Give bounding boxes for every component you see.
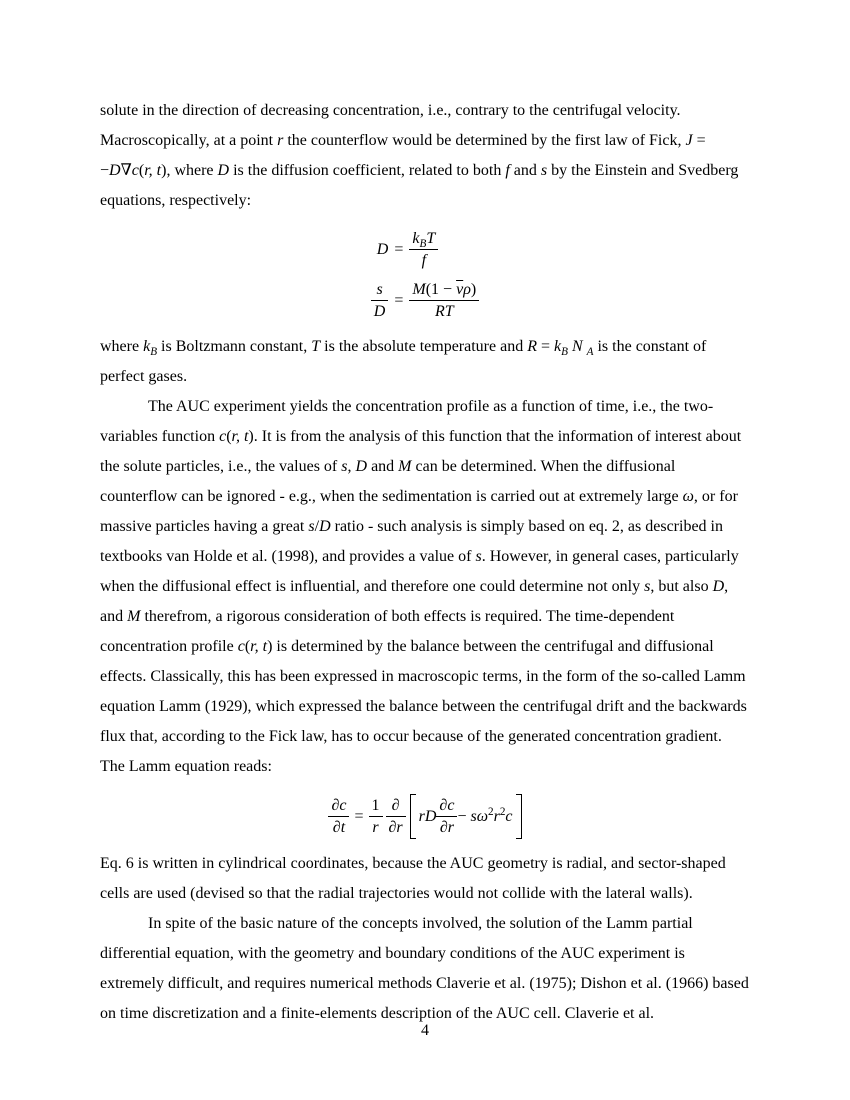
lamm-inner-pre: rD bbox=[418, 807, 437, 825]
fraction-denominator: ∂t bbox=[332, 819, 346, 836]
equation-block-einstein-svedberg bbox=[371, 224, 479, 326]
fraction-numerator: 1 bbox=[369, 796, 383, 817]
paragraph-intro-fick: solute in the direction of decreasing concentration, i.e., contrary to the centrifugal velocity. Macroscopically, at a point r the counterflow would be determined by the first law of Fick, J = −D∇c(r, t), where D is the diffusion coefficient, related to both f and s by the Einstein and Svedberg equations, respectively: bbox=[100, 102, 739, 209]
fraction-numerator: s bbox=[371, 280, 389, 301]
lamm-inner-post: − $s\omega^2r^2c$ bbox=[457, 805, 513, 825]
fraction bbox=[386, 796, 406, 837]
fraction-numerator: $k_BT$ bbox=[409, 229, 438, 250]
equals-sign: = bbox=[354, 807, 364, 825]
fraction-denominator: r bbox=[372, 819, 379, 836]
fraction-numerator: ∂c bbox=[328, 796, 349, 817]
fraction-denominator: ∂r bbox=[388, 819, 403, 836]
fraction-denominator: D bbox=[373, 303, 386, 320]
equation-svedberg-lhs bbox=[371, 275, 389, 326]
fraction-denominator: f bbox=[421, 252, 427, 269]
fraction bbox=[369, 796, 383, 837]
equation-einstein-lhs: D bbox=[376, 240, 389, 258]
fraction-denominator: ∂r bbox=[439, 819, 454, 836]
fraction-numerator: $M(1 - \overline{\nu}\rho)$ bbox=[409, 280, 479, 301]
fraction bbox=[371, 280, 389, 321]
equation-einstein bbox=[371, 224, 479, 275]
page-number: 4 bbox=[421, 1022, 429, 1039]
right-bracket-icon bbox=[516, 794, 522, 839]
fraction bbox=[328, 796, 349, 837]
fraction bbox=[409, 280, 479, 321]
equation-einstein-rhs bbox=[409, 224, 479, 275]
fraction-denominator: RT bbox=[434, 303, 454, 320]
fraction bbox=[436, 796, 457, 837]
equals-sign: = bbox=[394, 240, 404, 258]
equation-svedberg bbox=[371, 275, 479, 326]
equation-svedberg-rhs bbox=[409, 275, 479, 326]
fraction bbox=[409, 229, 438, 270]
paragraph-auc-experiment: The AUC experiment yields the concentration profile as a function of time, i.e., the two-variables function c(r, t). It is from the analysis of this function that the information of interest about the solute particles, i.e., the values of s, D and M can be determined. When the diffusional counterflow can be ignored - e.g., when the sedimentation is carried out at extremely large ω, or for massive particles having a great s/D ratio - such analysis is simply based on eq. 2, as described in textbooks van Holde et al. (1998), and provides a value of s. However, in general cases, particularly when the diffusional effect is influential, and therefore one could determine not only s, but also D, and M therefrom, a rigorous consideration of both effects is required. The time-dependent concentration profile c(r, t) is determined by the balance between the centrifugal and diffusional effects. Classically, this has been expressed in macroscopic terms, in the form of the so-called Lamm equation Lamm (1929), which expressed the balance between the centrifugal drift and the backwards flux that, according to the Fick law, has to occur because of the generated concentration gradient. The Lamm equation reads: bbox=[100, 398, 747, 775]
paragraph-constants: where $k_B$ is Boltzmann constant, T is the absolute temperature and $R = k_B$ N $_A$ is the constant of perfect gases. bbox=[100, 338, 707, 385]
paragraph-cylindrical: Eq. 6 is written in cylindrical coordinates, because the AUC geometry is radial, and sector-shaped cells are used (devised so that the radial trajectories would not collide with the lateral walls). bbox=[100, 855, 726, 902]
fraction-numerator: ∂c bbox=[436, 796, 457, 817]
bracket-group bbox=[410, 794, 522, 839]
equation-lamm bbox=[100, 794, 750, 839]
equals-sign: = bbox=[394, 291, 404, 309]
paragraph-numerical-methods: In spite of the basic nature of the concepts involved, the solution of the Lamm partial differential equation, with the geometry and boundary conditions of the AUC experiment is extremely difficult, and requires numerical methods Claverie et al. (1975); Dishon et al. (1966) based on time discretization and a finite-elements description of the AUC cell. Claverie et al. bbox=[100, 915, 749, 1022]
fraction-numerator: ∂ bbox=[386, 796, 406, 817]
